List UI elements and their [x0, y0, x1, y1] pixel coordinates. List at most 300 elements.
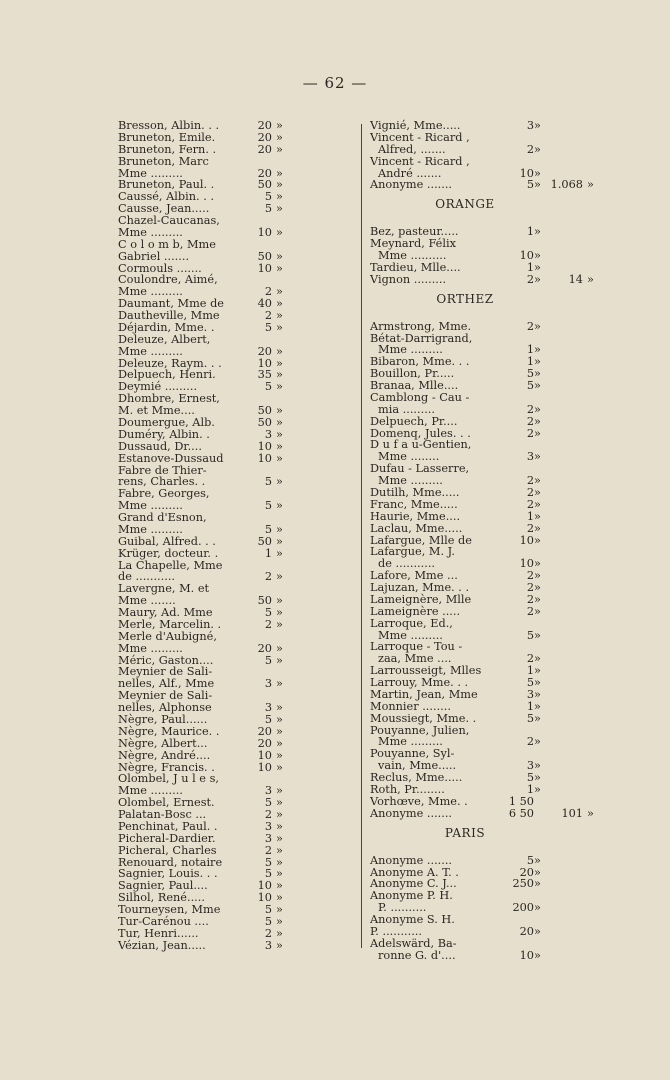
entry-suffix: »: [534, 426, 541, 440]
entry-name: Anonyme C. J...: [370, 877, 457, 891]
entry-amount: 3: [526, 119, 534, 132]
entry-name: Doumergue, Alb.: [118, 416, 215, 429]
entry-suffix: »: [276, 404, 283, 418]
entry-suffix: »: [534, 652, 541, 666]
entry-amount: 5: [264, 380, 272, 394]
entry-name: Meynard, Félix: [370, 237, 456, 251]
entry-amount: 3: [264, 677, 272, 691]
entry-suffix: »: [276, 202, 283, 216]
entry-name: Dufau - Lasserre,: [370, 462, 470, 476]
entry-name: Sagnier, Paul....: [118, 879, 208, 893]
entry-suffix: »: [276, 843, 283, 857]
entry-suffix: »: [534, 355, 541, 369]
entry-amount: 6 50: [508, 806, 534, 820]
list-item: [370, 618, 605, 630]
entry-amount: 2: [526, 604, 534, 618]
entry-amount: 1 50: [508, 794, 534, 808]
list-item: [370, 950, 605, 962]
entry-name: Deleuze, Raym. . .: [118, 356, 222, 370]
section-total: 14: [568, 272, 583, 286]
entry-suffix: »: [276, 380, 283, 394]
entry-suffix: »: [276, 808, 283, 822]
entry-suffix: »: [276, 760, 283, 774]
entry-suffix: »: [276, 166, 283, 180]
entry-name: M. et Mme....: [118, 404, 195, 418]
entry-name: Mme .........: [118, 641, 183, 655]
entry-amount: 5: [526, 711, 534, 725]
entry-suffix: »: [276, 641, 283, 655]
entry-amount: 5: [264, 499, 272, 513]
entry-name: Mme .........: [118, 225, 183, 239]
entry-amount: 1: [526, 260, 534, 274]
entry-amount: 20: [257, 344, 272, 358]
entry-amount: 2: [526, 402, 534, 416]
total-suffix: »: [587, 178, 594, 192]
list-item: [370, 156, 605, 168]
entry-amount: 2: [526, 426, 534, 440]
entry-name: Merle d'Aubigné,: [118, 629, 217, 643]
entry-name: Bruneton, Marc: [118, 154, 209, 168]
entry-suffix: »: [276, 701, 283, 715]
entry-suffix: »: [534, 533, 541, 547]
entry-suffix: »: [534, 343, 541, 357]
entry-name: Fabre, Georges,: [118, 487, 210, 501]
entry-amount: 3: [526, 450, 534, 464]
entry-name: Bresson, Albin. . .: [118, 119, 220, 132]
entry-name: nelles, Alf., Mme: [118, 677, 215, 691]
entry-suffix: »: [276, 499, 283, 513]
entry-amount: 5: [526, 367, 534, 381]
entry-suffix: »: [534, 142, 541, 156]
entry-name: Tardieu, Mlle....: [370, 260, 461, 274]
entry-name: Estanove-Dussaud: [118, 451, 224, 465]
entry-amount: 10: [519, 557, 534, 571]
entry-name: Mme .........: [378, 343, 443, 357]
entry-amount: 5: [264, 653, 272, 667]
entry-name: Pouyanne, Syl-: [370, 747, 455, 761]
entry-name: Daumant, Mme de: [118, 297, 224, 311]
entry-suffix: »: [534, 687, 541, 701]
list-item: [370, 938, 605, 950]
entry-name: Guibal, Alfred. . .: [118, 534, 216, 548]
entry-amount: 2: [526, 414, 534, 428]
list-item: [118, 738, 294, 750]
entry-suffix: »: [276, 831, 283, 845]
list-item: [118, 524, 294, 536]
entry-name: Caussé, Albin. . .: [118, 190, 214, 204]
list-item: [370, 701, 605, 713]
entry-amount: 2: [264, 926, 272, 940]
entry-name: Vézian, Jean.....: [118, 938, 206, 952]
entry-name: Mme ........: [378, 450, 440, 464]
entry-amount: 2: [526, 486, 534, 499]
list-item: [118, 821, 294, 833]
entry-name: Franc, Mme.....: [370, 497, 458, 511]
entry-name: Adelswärd, Ba-: [370, 936, 457, 950]
entry-name: Dautheville, Mme: [118, 309, 220, 323]
entry-suffix: »: [276, 285, 283, 299]
entry-suffix: »: [534, 166, 541, 180]
entry-suffix: »: [276, 309, 283, 323]
entry-name: Coulondre, Aimé,: [118, 273, 218, 287]
entry-suffix: »: [276, 356, 283, 370]
entry-amount: 1: [526, 343, 534, 357]
entry-suffix: »: [534, 249, 541, 263]
entry-name: Anonyme S. H.: [370, 913, 455, 927]
entry-suffix: »: [534, 497, 541, 511]
entry-name: Laclau, Mme.....: [370, 521, 463, 535]
entry-name: Nègre, Francis. .: [118, 760, 215, 774]
entry-amount: 10: [257, 748, 272, 762]
entry-amount: 3: [264, 784, 272, 798]
entry-suffix: »: [276, 713, 283, 726]
entry-name: Deleuze, Albert,: [118, 332, 211, 346]
entry-name: Nègre, Paul......: [118, 713, 208, 726]
entry-name: zaa, Mme ....: [378, 652, 452, 666]
entry-suffix: »: [276, 606, 283, 620]
list-item: [118, 631, 294, 643]
entry-amount: 5: [264, 796, 272, 810]
entry-suffix: »: [276, 594, 283, 608]
list-item: [118, 227, 294, 239]
entry-amount: 1: [526, 664, 534, 678]
entry-amount: 1: [526, 699, 534, 713]
entry-suffix: »: [534, 119, 541, 132]
entry-amount: 2: [526, 652, 534, 666]
list-item: [370, 855, 605, 867]
entry-suffix: »: [276, 617, 283, 631]
entry-name: Monnier ........: [370, 699, 451, 713]
entry-amount: 50: [257, 178, 272, 192]
entry-suffix: »: [276, 867, 283, 881]
entry-suffix: »: [534, 628, 541, 642]
entry-name: Bétat-Darrigrand,: [370, 331, 473, 345]
entry-suffix: »: [534, 178, 541, 192]
entry-amount: 3: [264, 831, 272, 845]
entry-name: Penchinat, Paul. .: [118, 819, 218, 833]
entry-amount: 2: [264, 617, 272, 631]
entry-suffix: »: [276, 344, 283, 358]
entry-suffix: »: [534, 759, 541, 773]
list-item: [118, 429, 294, 441]
entry-name: Nègre, André....: [118, 748, 211, 762]
entry-suffix: »: [276, 119, 283, 132]
entry-amount: 250: [512, 877, 534, 891]
entry-name: P. ...........: [370, 924, 422, 938]
entry-suffix: »: [534, 771, 541, 785]
list-item: [118, 346, 294, 358]
entry-suffix: »: [276, 178, 283, 192]
entry-amount: 2: [526, 319, 534, 333]
entry-amount: 10: [519, 533, 534, 547]
entry-name: Renouard, notaire: [118, 855, 223, 869]
entry-amount: 50: [257, 534, 272, 548]
entry-amount: 3: [264, 819, 272, 833]
entry-name: Dussaud, Dr....: [118, 439, 202, 453]
entry-name: Larrousseigt, Mlles: [370, 664, 482, 678]
entry-suffix: »: [534, 581, 541, 595]
entry-name: Branaa, Mlle....: [370, 379, 459, 393]
entry-suffix: »: [534, 402, 541, 416]
entry-suffix: »: [534, 379, 541, 393]
entry-amount: 10: [257, 439, 272, 453]
entry-suffix: »: [276, 142, 283, 156]
entry-name: Mme .........: [118, 499, 183, 513]
entry-name: Anonyme .......: [370, 178, 453, 192]
entry-name: Causse, Jean.....: [118, 202, 210, 216]
list-item: [118, 845, 294, 857]
entry-name: Sagnier, Louis. . .: [118, 867, 218, 881]
entry-name: Mme ..........: [378, 249, 447, 263]
entry-amount: 20: [257, 130, 272, 144]
section-heading: PARIS: [444, 825, 486, 840]
entry-name: Mme .......: [118, 594, 176, 608]
entry-amount: 5: [264, 713, 272, 726]
total-suffix: »: [587, 272, 594, 286]
list-item: [370, 144, 605, 156]
list-item: [370, 594, 605, 606]
entry-amount: 5: [264, 522, 272, 536]
entry-name: Mme .........: [118, 344, 183, 358]
entry-name: Bez, pasteur.....: [370, 225, 459, 239]
list-item: [118, 453, 294, 465]
list-item: [370, 511, 605, 523]
list-item: [118, 156, 294, 168]
entry-amount: 2: [526, 497, 534, 511]
entry-name: Bruneton, Paul. .: [118, 178, 215, 192]
entry-name: Picheral-Dardier.: [118, 831, 216, 845]
entry-name: Bibaron, Mme. . .: [370, 355, 470, 369]
entry-suffix: »: [534, 557, 541, 571]
section-heading: ORTHEZ: [436, 291, 494, 306]
list-item: [118, 239, 294, 251]
entry-name: Bruneton, Emile.: [118, 130, 216, 144]
entry-amount: 2: [526, 569, 534, 583]
entry-suffix: »: [534, 877, 541, 891]
entry-name: Mme .........: [118, 285, 183, 299]
entry-amount: 2: [526, 521, 534, 535]
entry-suffix: »: [276, 261, 283, 275]
entry-name: vain, Mme.....: [378, 759, 457, 773]
entry-name: Tur-Carénou ....: [118, 914, 209, 928]
entry-amount: 2: [264, 309, 272, 323]
entry-suffix: »: [534, 948, 541, 962]
entry-suffix: »: [276, 879, 283, 893]
entry-amount: 5: [264, 855, 272, 869]
entry-name: Domenq, Jules. . .: [370, 426, 471, 440]
entry-amount: 1: [264, 546, 272, 560]
entry-amount: 5: [264, 190, 272, 204]
entry-name: Vignié, Mme.....: [370, 119, 461, 132]
entry-amount: 1: [526, 225, 534, 239]
entry-amount: 5: [526, 771, 534, 785]
entry-suffix: »: [534, 592, 541, 606]
entry-name: Bruneton, Fern. .: [118, 142, 217, 156]
list-item: [370, 499, 605, 511]
entry-name: Pouyanne, Julien,: [370, 723, 470, 737]
entry-name: P. ..........: [378, 901, 427, 915]
entry-suffix: »: [276, 784, 283, 798]
entry-suffix: »: [276, 736, 283, 750]
entry-suffix: »: [276, 439, 283, 453]
entry-name: mia .........: [378, 402, 435, 416]
entry-suffix: »: [276, 368, 283, 382]
entry-name: Mme .........: [378, 474, 443, 488]
list-item: [118, 144, 294, 156]
list-item: [370, 262, 605, 274]
entry-suffix: »: [276, 427, 283, 441]
entry-amount: 3: [264, 938, 272, 952]
entry-suffix: »: [276, 546, 283, 560]
entry-name: Bouillon, Pr.....: [370, 367, 455, 381]
entry-amount: 10: [519, 166, 534, 180]
entry-amount: 5: [264, 202, 272, 216]
entry-name: Grand d'Esnon,: [118, 511, 207, 525]
entry-name: Gabriel .......: [118, 249, 190, 263]
entry-name: Lajuzan, Mme. . .: [370, 581, 470, 595]
entry-name: Krüger, docteur. .: [118, 546, 219, 560]
entry-name: Cormouls .......: [118, 261, 202, 275]
entry-name: Delpuech, Henri.: [118, 368, 216, 382]
list-item: [118, 548, 294, 560]
entry-suffix: »: [534, 319, 541, 333]
entry-name: Dutilh, Mme.....: [370, 486, 460, 499]
entry-amount: 5: [264, 475, 272, 489]
entry-name: Lafore, Mme ...: [370, 569, 458, 583]
entry-amount: 20: [519, 924, 534, 938]
entry-amount: 2: [526, 581, 534, 595]
entry-suffix: »: [276, 796, 283, 810]
entry-name: Vorhœve, Mme. .: [370, 794, 468, 808]
entry-name: Larroque, Ed.,: [370, 616, 453, 630]
list-item: [370, 416, 605, 428]
entry-amount: 3: [526, 687, 534, 701]
entry-amount: 5: [264, 606, 272, 620]
entry-suffix: »: [534, 367, 541, 381]
entry-name: Déjardin, Mme. .: [118, 320, 215, 334]
list-item: [370, 321, 605, 333]
entry-suffix: »: [276, 130, 283, 144]
entry-name: Vignon .........: [370, 272, 447, 286]
entry-name: Anonyme P. H.: [370, 889, 453, 903]
entry-amount: 2: [526, 142, 534, 156]
entry-suffix: »: [276, 819, 283, 833]
entry-suffix: »: [276, 653, 283, 667]
entry-amount: 3: [264, 701, 272, 715]
entry-name: Armstrong, Mme.: [370, 319, 472, 333]
entry-name: Mme .........: [378, 735, 443, 749]
entry-suffix: »: [276, 677, 283, 691]
list-item: [118, 643, 294, 655]
entry-suffix: »: [276, 855, 283, 869]
entry-amount: 5: [526, 676, 534, 690]
entry-suffix: »: [534, 450, 541, 464]
entry-name: ronne G. d'....: [378, 948, 456, 962]
entry-name: Lavergne, M. et: [118, 582, 210, 596]
entry-amount: 20: [519, 865, 534, 879]
entry-name: rens, Charles. .: [118, 475, 206, 489]
entry-name: Olombel, J u l e s,: [118, 772, 219, 786]
entry-name: Meynier de Sali-: [118, 689, 213, 703]
list-item: [118, 940, 294, 952]
list-item: [370, 796, 605, 808]
entry-amount: 10: [257, 891, 272, 905]
list-item: [118, 726, 294, 738]
list-item: [370, 179, 605, 191]
entry-name: Nègre, Maurice. .: [118, 724, 220, 738]
list-item: [118, 928, 294, 940]
entry-suffix: »: [534, 901, 541, 915]
entry-suffix: »: [534, 474, 541, 488]
entry-suffix: »: [276, 249, 283, 263]
entry-amount: 1: [526, 783, 534, 796]
entry-suffix: »: [276, 475, 283, 489]
list-item: [370, 132, 605, 144]
entry-amount: 2: [526, 474, 534, 488]
entry-amount: 2: [526, 735, 534, 749]
entry-amount: 40: [257, 297, 272, 311]
entry-name: Lafargue, M. J.: [370, 545, 455, 559]
entry-amount: 5: [526, 178, 534, 192]
entry-name: Alfred, .......: [378, 142, 446, 156]
entry-amount: 10: [257, 261, 272, 275]
entry-name: Anonyme .......: [370, 806, 453, 820]
entry-amount: 5: [526, 628, 534, 642]
entry-suffix: »: [534, 486, 541, 499]
total-suffix: »: [587, 806, 594, 820]
entry-name: Anonyme A. T. .: [370, 865, 459, 879]
list-item: [370, 274, 605, 286]
entry-name: Silhol, René.....: [118, 891, 205, 905]
list-item: [118, 441, 294, 453]
entry-suffix: »: [534, 260, 541, 274]
list-item: [370, 606, 605, 618]
entry-amount: 20: [257, 724, 272, 738]
entry-suffix: »: [276, 225, 283, 239]
entry-name: Meynier de Sali-: [118, 665, 213, 679]
entry-amount: 3: [526, 759, 534, 773]
entry-amount: 5: [264, 867, 272, 881]
entry-name: Lafargue, Mlle de: [370, 533, 472, 547]
entry-amount: 50: [257, 416, 272, 429]
entry-suffix: »: [534, 414, 541, 428]
entry-suffix: »: [276, 416, 283, 429]
entry-amount: 5: [526, 853, 534, 867]
entry-suffix: »: [276, 451, 283, 465]
entry-name: Camblong - Cau -: [370, 390, 470, 404]
entry-name: Martin, Jean, Mme: [370, 687, 478, 701]
entry-name: Roth, Pr........: [370, 783, 445, 796]
list-item: [118, 833, 294, 845]
entry-suffix: »: [534, 272, 541, 286]
entry-amount: 2: [526, 272, 534, 286]
entry-amount: 5: [264, 320, 272, 334]
entry-suffix: »: [276, 903, 283, 917]
entry-amount: 10: [257, 879, 272, 893]
entry-suffix: »: [276, 938, 283, 952]
entry-amount: 20: [257, 736, 272, 750]
entry-suffix: »: [276, 724, 283, 738]
entry-amount: 20: [257, 166, 272, 180]
entry-amount: 1: [526, 355, 534, 369]
entry-name: Mme .........: [118, 522, 183, 536]
section-heading: ORANGE: [435, 197, 495, 212]
entry-amount: 2: [264, 843, 272, 857]
entry-suffix: »: [534, 569, 541, 583]
entry-suffix: »: [276, 534, 283, 548]
entry-name: Maury, Ad. Mme: [118, 606, 213, 620]
entry-name: Dhombre, Ernest,: [118, 392, 220, 406]
